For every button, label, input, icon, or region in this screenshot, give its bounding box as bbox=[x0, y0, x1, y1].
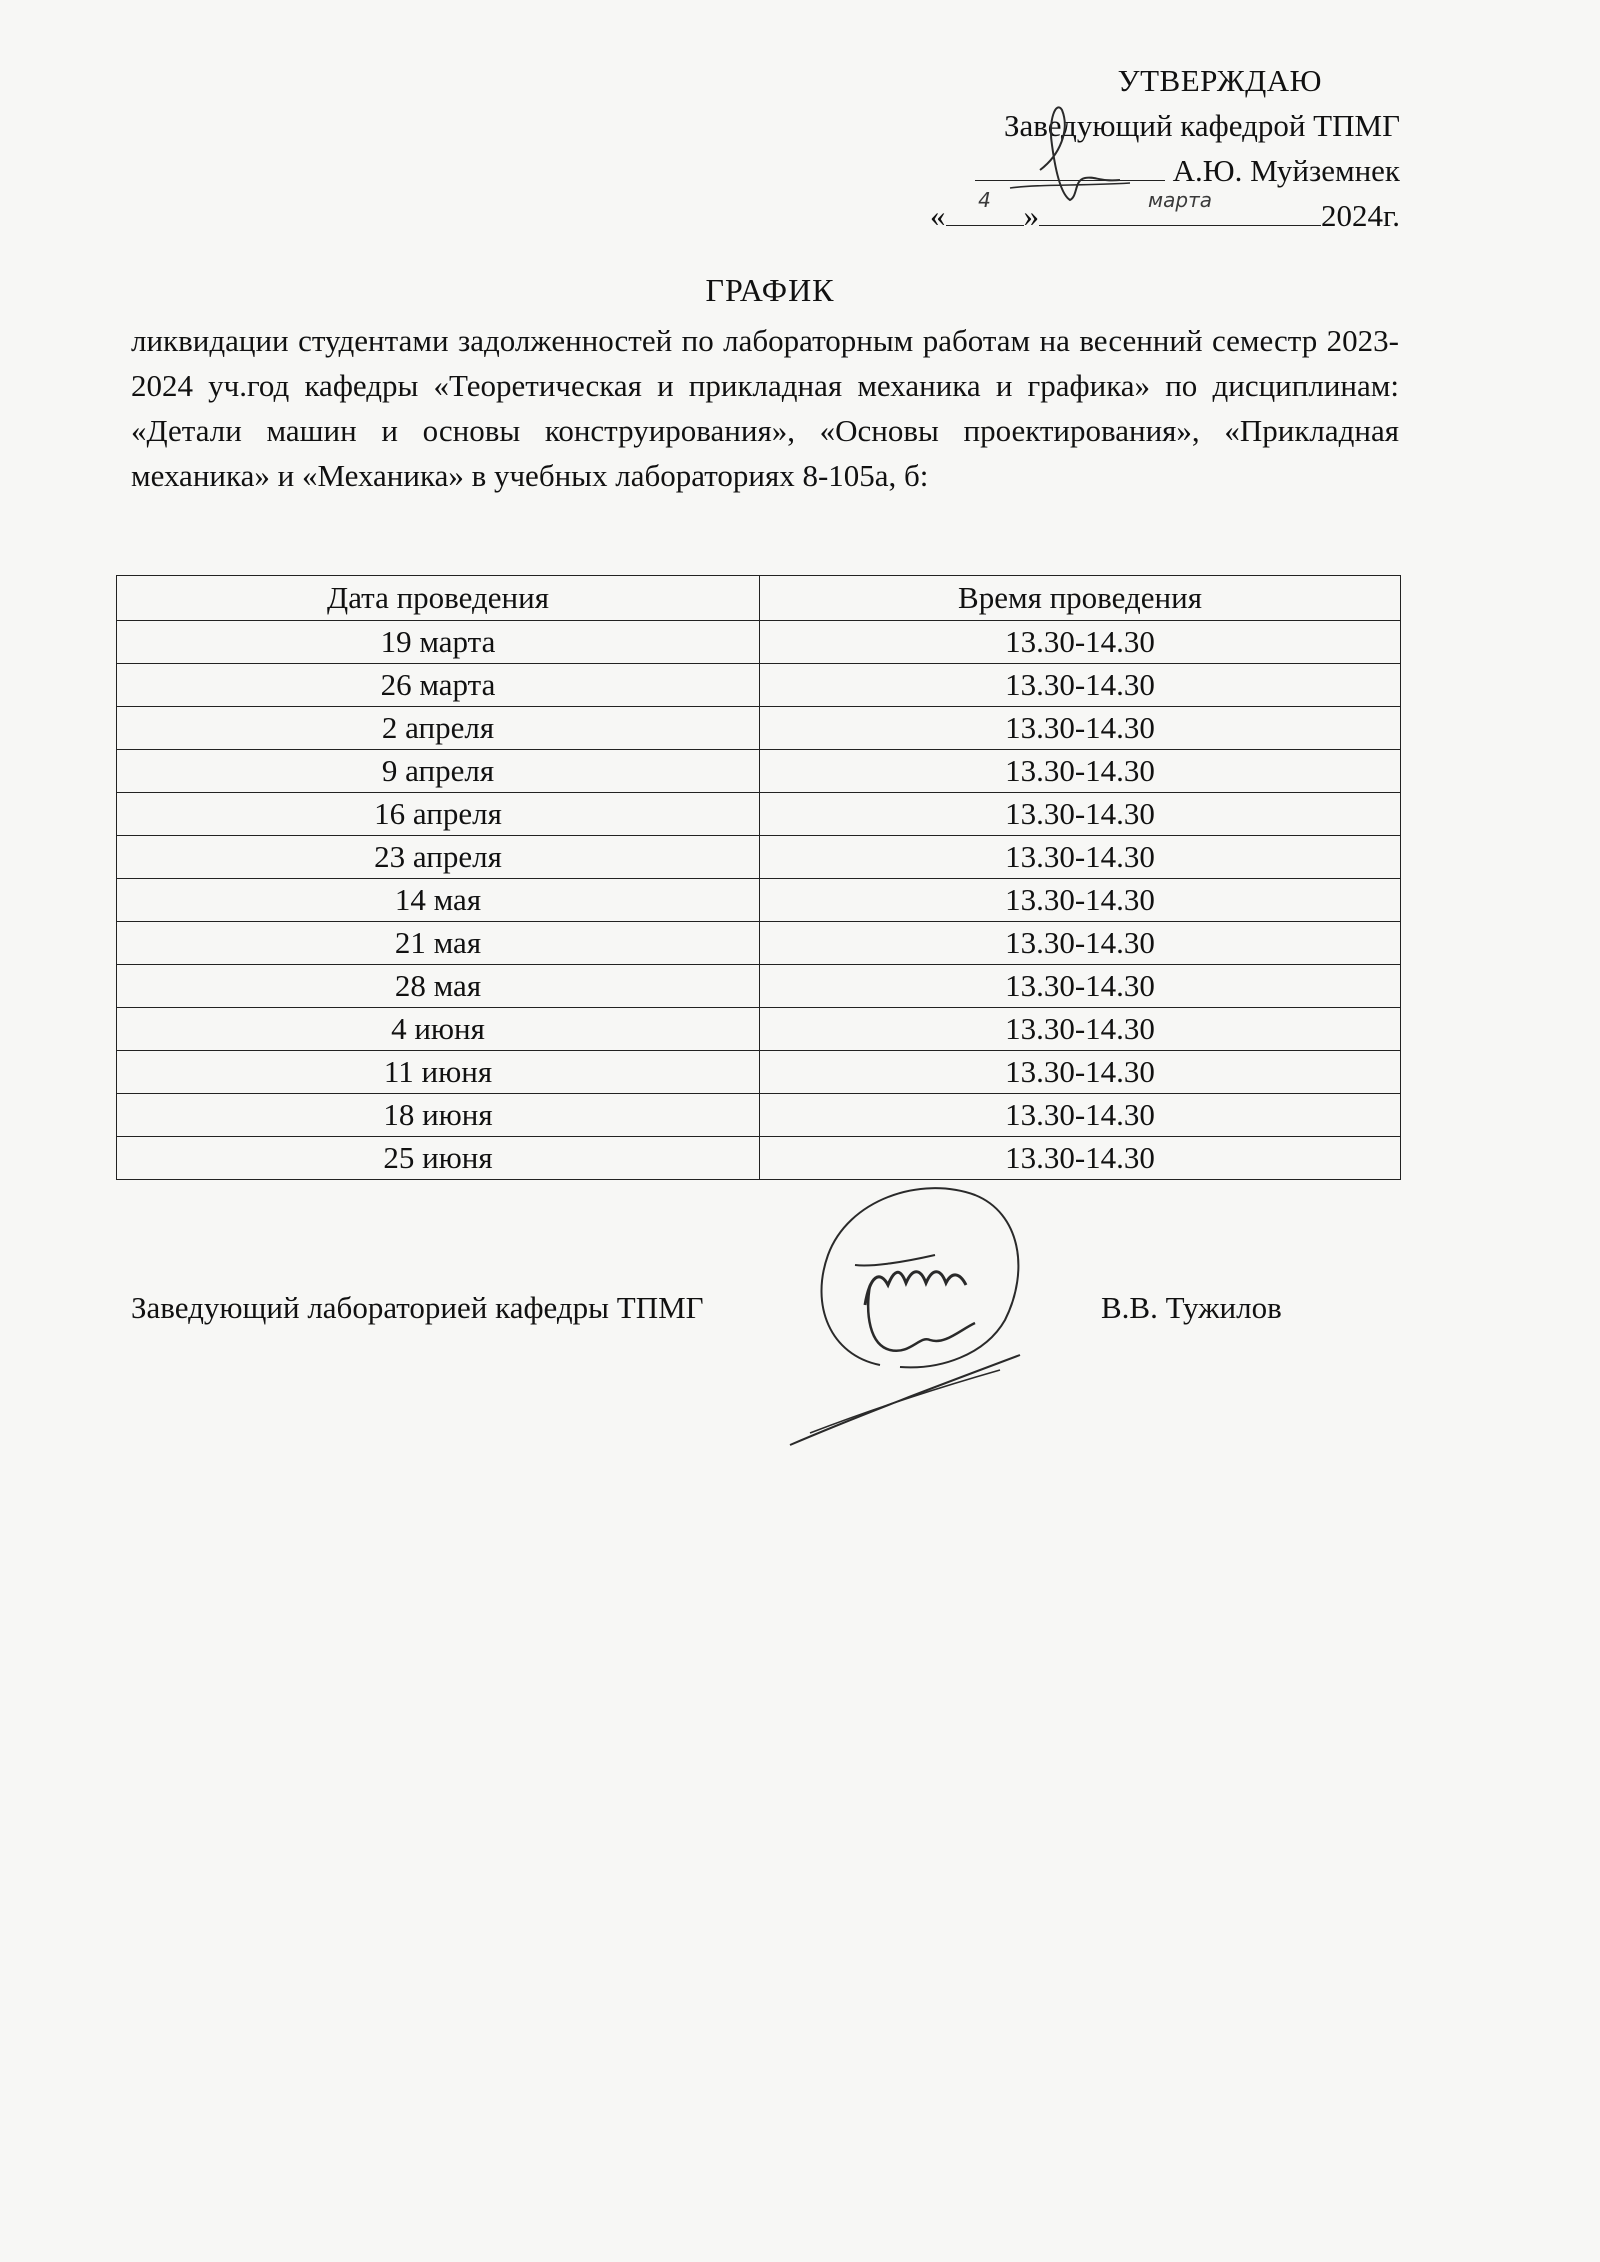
cell-time: 13.30-14.30 bbox=[760, 664, 1401, 707]
date-day-blank bbox=[946, 188, 1024, 226]
table-row bbox=[117, 879, 1401, 922]
cell-date: 25 июня bbox=[117, 1137, 760, 1180]
table-row bbox=[117, 793, 1401, 836]
table-header-row bbox=[117, 576, 1401, 621]
cell-date: 21 мая bbox=[117, 922, 760, 965]
cell-date: 16 апреля bbox=[117, 793, 760, 836]
cell-time: 13.30-14.30 bbox=[760, 1094, 1401, 1137]
cell-date: 2 апреля bbox=[117, 707, 760, 750]
cell-time: 13.30-14.30 bbox=[760, 1008, 1401, 1051]
cell-time: 13.30-14.30 bbox=[760, 1137, 1401, 1180]
approval-heading: УТВЕРЖДАЮ bbox=[1117, 63, 1322, 98]
approver-name: А.Ю. Муйземнек bbox=[1172, 153, 1400, 188]
table-row bbox=[117, 621, 1401, 664]
cell-time: 13.30-14.30 bbox=[760, 965, 1401, 1008]
date-day: 4 bbox=[978, 188, 991, 212]
cell-time: 13.30-14.30 bbox=[760, 879, 1401, 922]
cell-time: 13.30-14.30 bbox=[760, 836, 1401, 879]
cell-time: 13.30-14.30 bbox=[760, 922, 1401, 965]
signer-signature-image bbox=[770, 1155, 1070, 1465]
header-date: Дата проведения bbox=[117, 576, 760, 621]
table-row bbox=[117, 1137, 1401, 1180]
signer-position: Заведующий лабораторией кафедры ТПМГ bbox=[131, 1290, 704, 1325]
signer-name: В.В. Тужилов bbox=[1101, 1290, 1282, 1325]
date-month: марта bbox=[1148, 188, 1213, 212]
cell-time: 13.30-14.30 bbox=[760, 621, 1401, 664]
schedule-table bbox=[116, 575, 1401, 1180]
signature-blank bbox=[975, 150, 1165, 181]
document-title: ГРАФИК bbox=[705, 272, 835, 308]
cell-date: 28 мая bbox=[117, 965, 760, 1008]
table-row bbox=[117, 965, 1401, 1008]
table-row bbox=[117, 750, 1401, 793]
date-close-quote: » bbox=[1023, 198, 1040, 233]
table-row bbox=[117, 1051, 1401, 1094]
date-month-blank bbox=[1039, 188, 1321, 226]
header-time: Время проведения bbox=[760, 576, 1401, 621]
cell-time: 13.30-14.30 bbox=[760, 793, 1401, 836]
approver-signature-line bbox=[840, 148, 1400, 193]
cell-date: 26 марта bbox=[117, 664, 760, 707]
date-year: 2024г. bbox=[1321, 198, 1400, 233]
date-open-quote: « bbox=[930, 198, 946, 233]
table-row bbox=[117, 1094, 1401, 1137]
table-row bbox=[117, 664, 1401, 707]
cell-date: 9 апреля bbox=[117, 750, 760, 793]
table-row bbox=[117, 922, 1401, 965]
approval-date bbox=[840, 188, 1400, 238]
cell-date: 14 мая bbox=[117, 879, 760, 922]
table-row bbox=[117, 707, 1401, 750]
table-row bbox=[117, 836, 1401, 879]
table-row bbox=[117, 1008, 1401, 1051]
cell-date: 23 апреля bbox=[117, 836, 760, 879]
cell-date: 11 июня bbox=[117, 1051, 760, 1094]
cell-date: 18 июня bbox=[117, 1094, 760, 1137]
document-description: ликвидации студентами задолженностей по лабораторным работам на весенний семестр 2023-2024 уч.год кафедры «Теоретическая и прикладная механика и графика» по дисциплинам: «Детали машин и основы конструирования», «Основы проектирования», «Прикладная механика» и «Механика» в учебных лабораториях 8-105а, б: bbox=[131, 323, 1399, 493]
cell-time: 13.30-14.30 bbox=[760, 1051, 1401, 1094]
cell-date: 4 июня bbox=[117, 1008, 760, 1051]
approver-position: Заведующий кафедрой ТПМГ bbox=[1003, 108, 1400, 143]
cell-time: 13.30-14.30 bbox=[760, 707, 1401, 750]
cell-time: 13.30-14.30 bbox=[760, 750, 1401, 793]
cell-date: 19 марта bbox=[117, 621, 760, 664]
approval-block bbox=[840, 58, 1400, 238]
